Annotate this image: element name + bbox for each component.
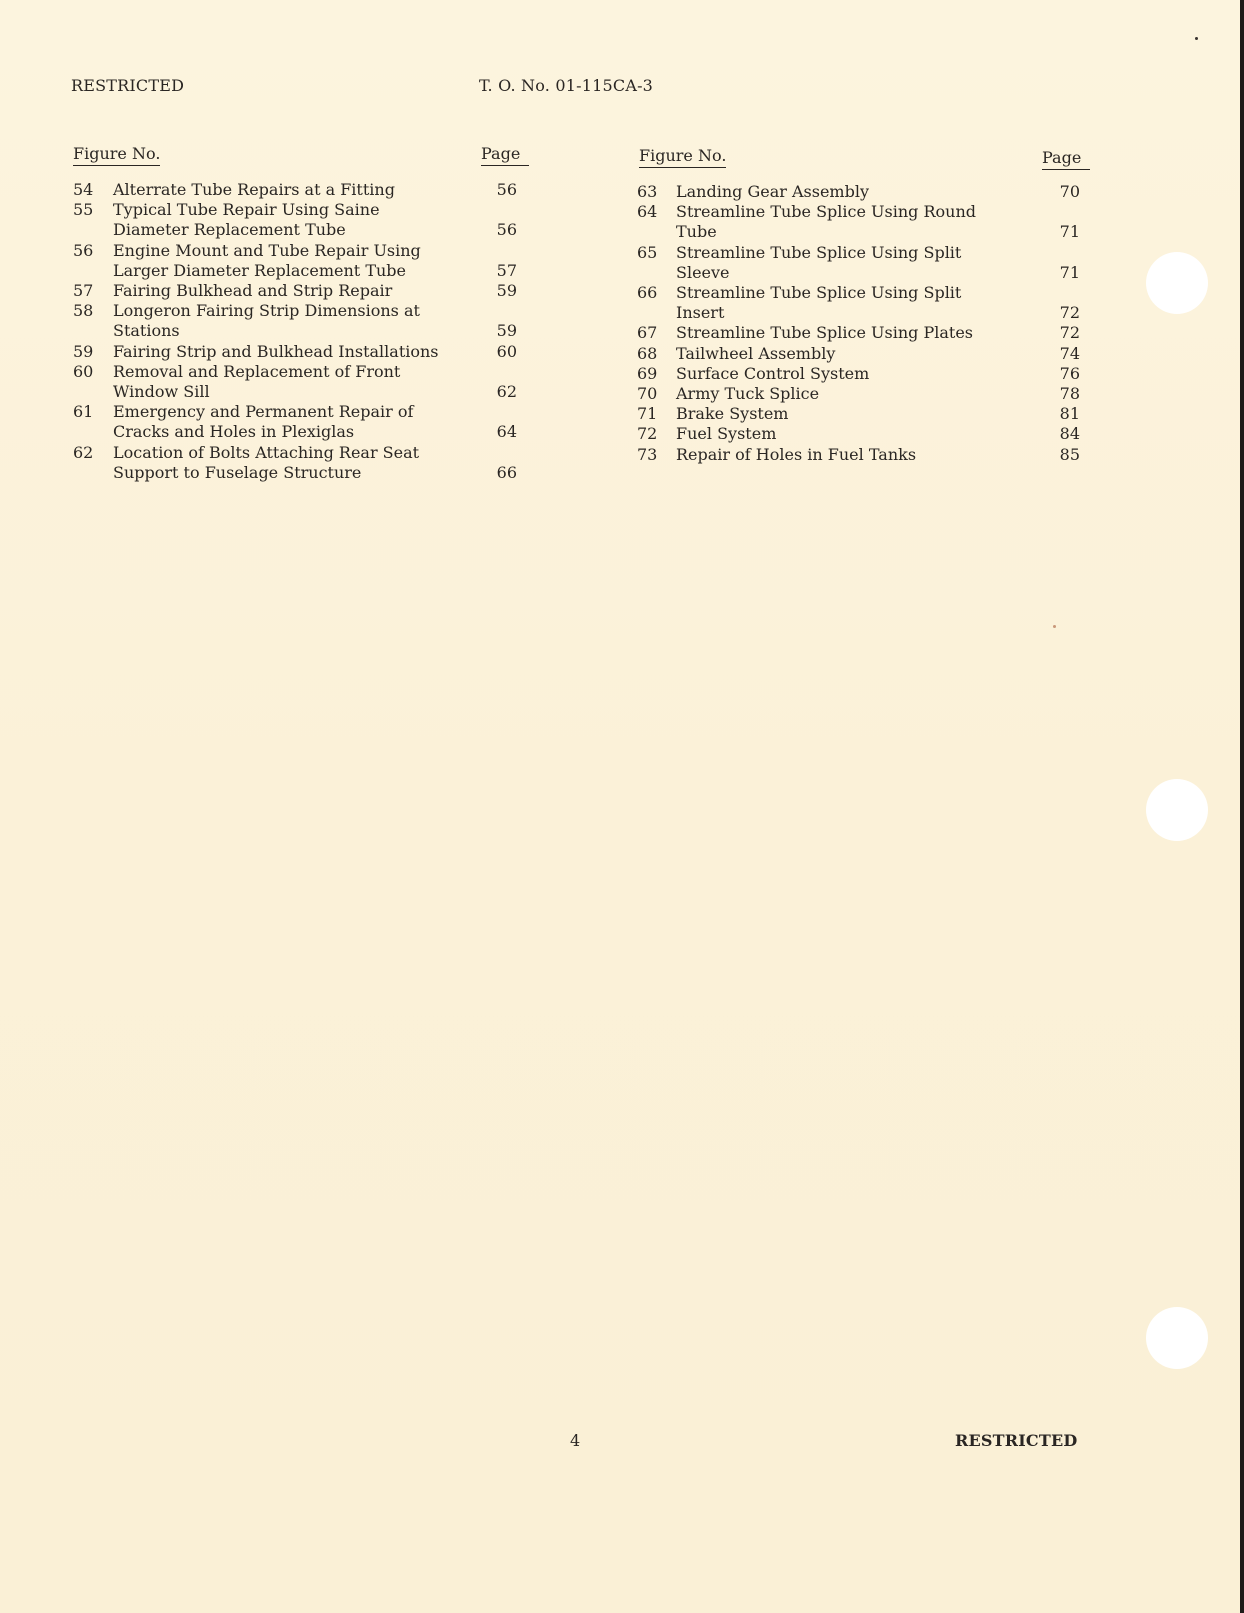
header-classification: RESTRICTED — [71, 76, 185, 95]
page-number: 84 — [1059, 424, 1080, 444]
figure-title: Surface Control System — [676, 363, 870, 383]
footer-classification: RESTRICTED — [955, 1431, 1078, 1450]
page-number: 60 — [496, 341, 517, 361]
figure-title: Typical Tube Repair Using Saine — [113, 200, 380, 220]
figure-title: Emergency and Permanent Repair of — [113, 402, 414, 422]
figure-title: Cracks and Holes in Plexiglas — [113, 422, 355, 442]
right-page-header: Page — [1042, 149, 1090, 170]
page-number: 62 — [496, 382, 517, 401]
figure-number: 65 — [637, 242, 658, 262]
figure-title: Army Tuck Splice — [676, 384, 820, 403]
page-number: 56 — [496, 220, 517, 240]
figure-number: 63 — [637, 182, 658, 201]
figure-title: Alterrate Tube Repairs at a Fitting — [113, 180, 395, 199]
page-number: 72 — [1059, 323, 1080, 343]
figure-title: Removal and Replacement of Front — [113, 361, 401, 381]
page-number: 59 — [496, 321, 517, 341]
figure-number: 66 — [637, 283, 658, 302]
paper-speck — [1053, 625, 1056, 628]
page-number: 70 — [1059, 182, 1080, 201]
figure-title: Streamline Tube Splice Using Split — [676, 242, 962, 262]
figure-number: 59 — [73, 341, 94, 361]
footer-page-number: 4 — [570, 1431, 581, 1450]
figure-title: Longeron Fairing Strip Dimensions at — [113, 301, 420, 321]
page-number: 76 — [1059, 363, 1080, 383]
figure-number: 67 — [637, 323, 658, 343]
page-number: 59 — [496, 281, 517, 300]
figure-title: Streamline Tube Splice Using Plates — [676, 323, 974, 343]
figure-title: Landing Gear Assembly — [676, 182, 869, 201]
figure-number: 57 — [73, 281, 94, 300]
page-number: 85 — [1059, 444, 1080, 464]
figure-number: 72 — [637, 424, 658, 444]
figure-number: 60 — [73, 361, 94, 381]
figure-title: Larger Diameter Replacement Tube — [113, 260, 407, 280]
page-number: 71 — [1059, 222, 1080, 242]
punch-hole-top — [1146, 252, 1208, 314]
figure-number: 62 — [73, 442, 94, 462]
figure-title: Fairing Strip and Bulkhead Installations — [113, 341, 439, 361]
figure-title: Support to Fuselage Structure — [113, 462, 362, 482]
figure-title: Brake System — [676, 404, 789, 424]
punch-hole-middle — [1146, 779, 1208, 841]
figure-title: Fairing Bulkhead and Strip Repair — [113, 281, 393, 300]
page-number: 56 — [496, 180, 517, 199]
page-number: 57 — [496, 260, 517, 280]
figure-title: Engine Mount and Tube Repair Using — [113, 240, 421, 260]
figure-number: 68 — [637, 343, 658, 363]
document-number: T. O. No. 01-115CA-3 — [479, 76, 654, 95]
page-number: 72 — [1059, 303, 1080, 323]
left-figure-header: Figure No. — [73, 145, 160, 166]
figure-number: 64 — [637, 202, 658, 222]
page-number: 81 — [1059, 404, 1080, 424]
figure-title: Insert — [676, 303, 725, 323]
page-number: 74 — [1059, 343, 1080, 363]
left-page-header: Page — [481, 145, 529, 166]
figure-number: 58 — [73, 301, 94, 321]
punch-hole-bottom — [1146, 1307, 1208, 1369]
page-number: 64 — [496, 422, 517, 442]
figure-number: 73 — [637, 444, 658, 464]
page-number: 66 — [496, 462, 517, 482]
figure-title: Tailwheel Assembly — [676, 343, 836, 363]
figure-number: 54 — [73, 180, 94, 199]
figure-number: 61 — [73, 402, 94, 422]
right-figure-header: Figure No. — [639, 147, 726, 168]
figure-title: Window Sill — [113, 382, 210, 401]
figure-title: Diameter Replacement Tube — [113, 220, 346, 240]
figure-title: Tube — [676, 222, 717, 242]
figure-title: Repair of Holes in Fuel Tanks — [676, 444, 917, 464]
page-number: 78 — [1059, 384, 1080, 403]
figure-number: 70 — [637, 384, 658, 403]
figure-title: Streamline Tube Splice Using Split — [676, 283, 962, 302]
figure-title: Sleeve — [676, 262, 730, 282]
paper-speck — [1195, 37, 1198, 40]
figure-number: 71 — [637, 404, 658, 424]
figure-number: 56 — [73, 240, 94, 260]
figure-title: Fuel System — [676, 424, 777, 444]
figure-title: Streamline Tube Splice Using Round — [676, 202, 977, 222]
figure-number: 69 — [637, 363, 658, 383]
figure-title: Location of Bolts Attaching Rear Seat — [113, 442, 420, 462]
page-edge-shadow — [1240, 0, 1244, 1613]
figure-number: 55 — [73, 200, 94, 220]
page-number: 71 — [1059, 262, 1080, 282]
figure-title: Stations — [113, 321, 180, 341]
